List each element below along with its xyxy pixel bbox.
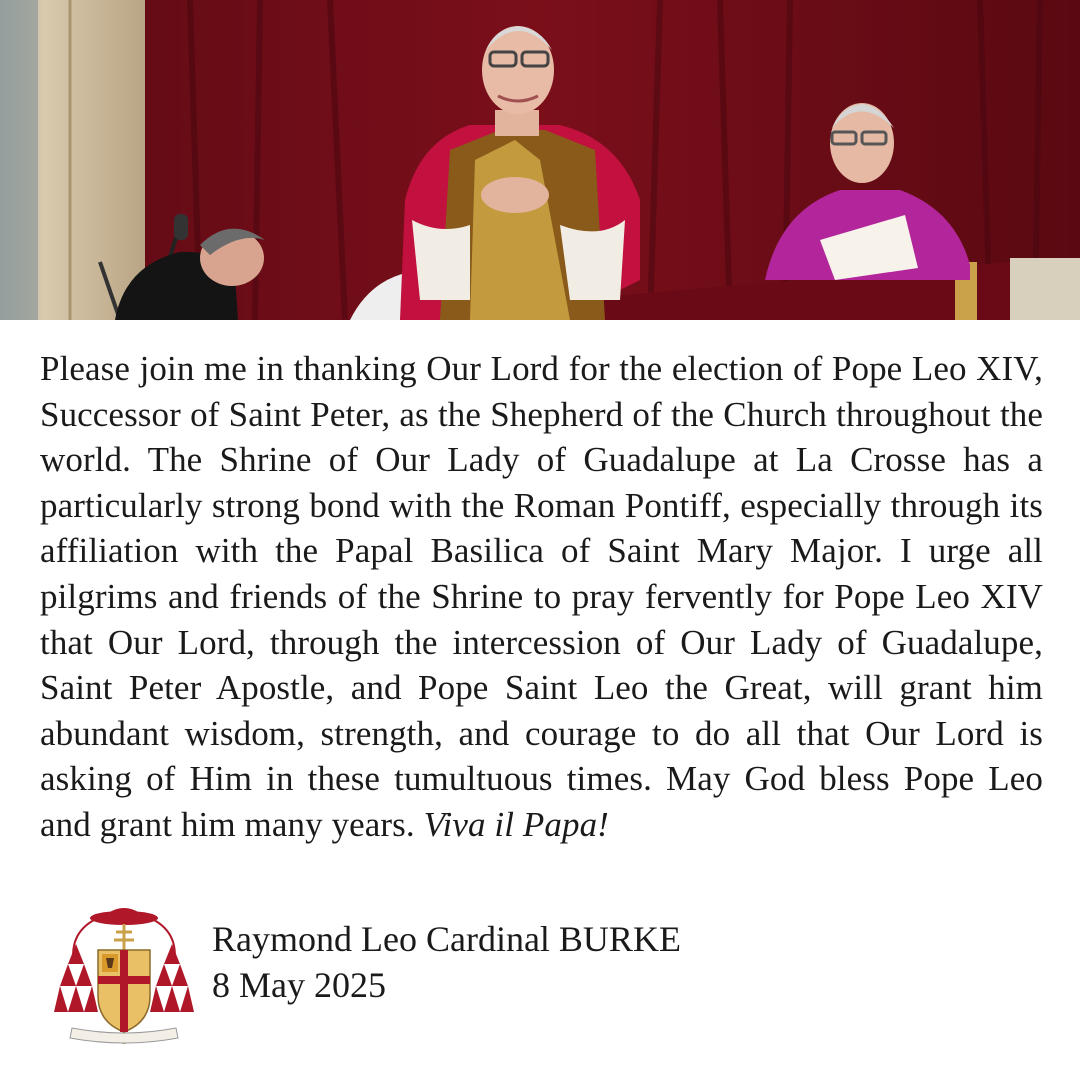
- signature-name: Raymond Leo Cardinal BURKE: [212, 919, 681, 959]
- message-text: [40, 346, 1043, 848]
- coat-of-arms-icon: [54, 904, 194, 1054]
- balcony-photo: [0, 0, 1080, 320]
- message-closing: Viva il Papa!: [423, 804, 609, 844]
- header-photo: [0, 0, 1080, 320]
- signature-block: [212, 916, 681, 1008]
- message-body: Please join me in thanking Our Lord for the election of Pope Leo XIV, Successor of Saint Peter, as the Shepherd of the Church throughout the world. The Shrine of Our Lady of Guadalupe at La Crosse has a particularly strong bond with the Roman Pontiff, especially through its affiliation with the Papal Basilica of Saint Mary Major. I urge all pilgrims and friends of the Shrine to pray fervently for Pope Leo XIV that Our Lord, through the intercession of Our Lady of Guadalupe, Saint Peter Apostle, and Pope Saint Leo the Great, will grant him abundant wisdom, strength, and courage to do all that Our Lord is asking of Him in these tumultuous times. May God bless Pope Leo and grant him many years.: [40, 349, 1043, 844]
- signature-date: 8 May 2025: [212, 965, 386, 1005]
